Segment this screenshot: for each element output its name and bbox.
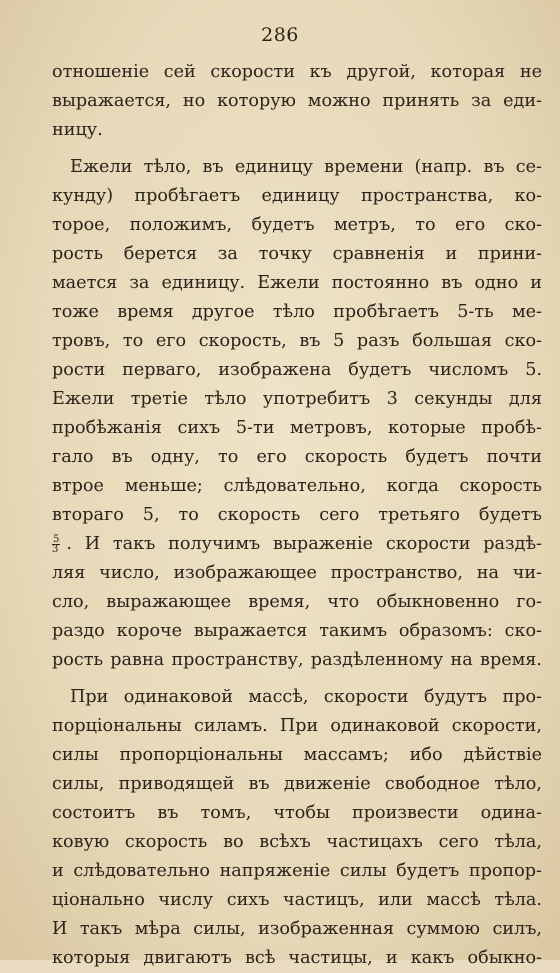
fraction-line-rest: . И такъ получимъ выраженiе скорости раздѣ-	[66, 534, 542, 554]
text-line: торое, положимъ, будетъ метръ, то его ско-	[52, 215, 542, 235]
text-line: которыя двигаютъ всѣ частицы, и какъ обыкно-	[52, 948, 542, 968]
text-line: мается за единицу. Ежели постоянно въ одно и	[52, 273, 542, 293]
text-line: сло, выражающее время, что обыкновенно го-	[52, 592, 542, 612]
page-text	[52, 58, 542, 973]
text-line: и слѣдовательно напряженiе силы будетъ пропор-	[52, 861, 542, 881]
text-line: состоитъ въ томъ, чтобы произвести одина-	[52, 803, 542, 823]
text-line: Ежели тѣло, въ единицу времени (напр. въ се-	[70, 157, 542, 177]
fraction-denominator: 3	[52, 543, 59, 555]
text-line: тровъ, то его скорость, въ 5 разъ большая ско-	[52, 331, 542, 351]
text-line: ковую скорость во всѣхъ частицахъ сего тѣла,	[52, 832, 542, 852]
text-line: рость берется за точку сравненiя и прини-	[52, 244, 542, 264]
text-line: раздо короче выражается такимъ образомъ: ско-	[52, 621, 542, 641]
fraction	[52, 535, 60, 554]
text-line: отношенiе сей скорости къ другой, которая не	[52, 62, 542, 82]
text-line: силы, приводящей въ движенiе свободное тѣло,	[52, 774, 542, 794]
text-line: силы пропорцiональны массамъ; ибо дѣйствiе	[52, 745, 542, 765]
text-line: ницу.	[52, 120, 103, 140]
text-line: рость равна пространству, раздѣленному на время.	[52, 650, 542, 670]
text-line: кунду) пробѣгаетъ единицу пространства, ко-	[52, 186, 542, 206]
text-line: выражается, но которую можно принять за еди-	[52, 91, 542, 111]
text-line: Ежели третiе тѣло употребитъ 3 секунды для	[52, 389, 542, 409]
text-line: пробѣжанiя сихъ 5-ти метровъ, которые пробѣ-	[52, 418, 542, 438]
text-line: тоже время другое тѣло пробѣгаетъ 5-ть ме-	[52, 302, 542, 322]
text-line: порцiональны силамъ. При одинаковой скорости,	[52, 716, 542, 736]
text-line: ляя число, изображающее пространство, на чи-	[52, 563, 542, 583]
text-line: гало въ одну, то его скорость будетъ почти	[52, 447, 542, 467]
text-line: втораго 5, то скорость сего третьяго будетъ	[52, 505, 542, 525]
paragraph-gap	[52, 675, 542, 683]
paragraph-gap	[52, 145, 542, 153]
fraction-text-line	[52, 530, 542, 559]
text-line: цiонально числу сихъ частицъ, или массѣ тѣла.	[52, 890, 542, 910]
page-number: 286	[261, 24, 299, 46]
text-line: При одинаковой массѣ, скорости будутъ про-	[70, 687, 542, 707]
text-line: втрое меньше; слѣдовательно, когда скорость	[52, 476, 542, 496]
fraction-numerator: 5	[53, 533, 60, 545]
text-line: рости перваго, изображена будетъ числомъ 5.	[52, 360, 542, 380]
text-line: И такъ мѣра силы, изображенная суммою силъ,	[52, 919, 542, 939]
